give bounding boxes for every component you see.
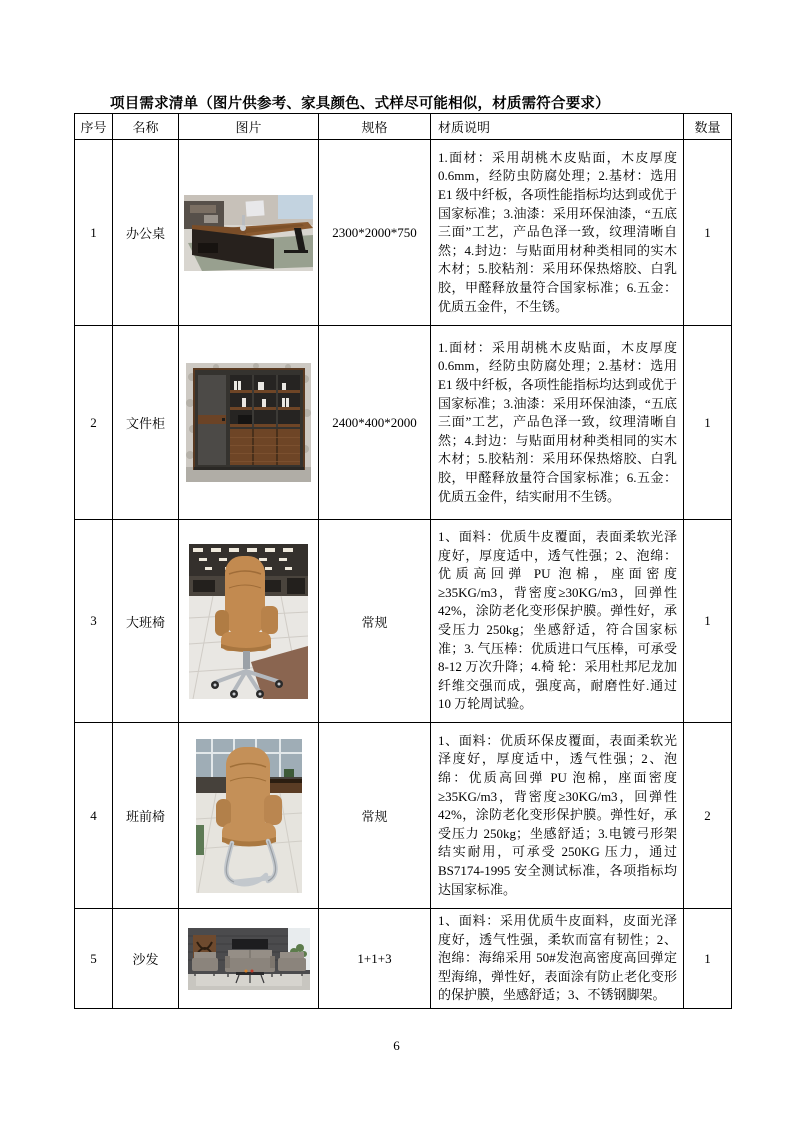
- row-material: 1、面料：优质环保皮覆面，表面柔软光泽度好，厚度适中，透气性强；2、泡绵：优质高回弹 PU 泡棉，座面密度≥35KG/m3，背密度≥30KG/m3，回弹性 42%，涂防老化变形保护膜。弹性好，承受压力 250kg；坐感舒适；3.电镀弓形架结实耐用，可承受 250KG 压力，通过 BS7174-1995 安全测试标准，各项指标均达国家标准。: [431, 723, 684, 909]
- row-name: 班前椅: [113, 723, 179, 909]
- row-qty: 1: [684, 909, 732, 1009]
- table-row: [75, 326, 732, 520]
- sofa-set-photo: [188, 928, 310, 990]
- row-name: 文件柜: [113, 326, 179, 520]
- row-name: 大班椅: [113, 520, 179, 723]
- row-spec: 常规: [319, 520, 431, 723]
- row-spec: 常规: [319, 723, 431, 909]
- row-spec: 2400*400*2000: [319, 326, 431, 520]
- row-image-cell: [179, 723, 319, 909]
- col-header-name: 名称: [113, 114, 179, 140]
- row-image-cell: [179, 140, 319, 326]
- row-image-cell: [179, 520, 319, 723]
- row-qty: 1: [684, 326, 732, 520]
- row-no: 4: [75, 723, 113, 909]
- table-row: [75, 140, 732, 326]
- page-number: 6: [393, 1038, 400, 1053]
- table-header-row: [75, 114, 732, 140]
- row-qty: 1: [684, 520, 732, 723]
- file-cabinet-photo: [186, 363, 311, 482]
- row-qty: 2: [684, 723, 732, 909]
- row-material: 1.面材：采用胡桃木皮贴面，木皮厚度 0.6mm，经防虫防腐处理；2.基材：选用 E1 级中纤板，各项性能指标均达到或优于国家标准；3.油漆：采用环保油漆，“五底三面”工艺，产品色泽一致，纹理清晰自然；4.封边：与贴面用材种类相同的实木木材；5.胶粘剂：采用环保热熔胶、白乳胶，甲醛释放量符合国家标准；6.五金：优质五金件，结实耐用不生锈。: [431, 326, 684, 520]
- row-name: 沙发: [113, 909, 179, 1009]
- row-no: 3: [75, 520, 113, 723]
- col-header-spec: 规格: [319, 114, 431, 140]
- row-no: 1: [75, 140, 113, 326]
- col-header-image: 图片: [179, 114, 319, 140]
- row-spec: 1+1+3: [319, 909, 431, 1009]
- page-title: 项目需求清单（图片供参考、家具颜色、式样尽可能相似，材质需符合要求）: [110, 96, 610, 112]
- visitor-chair-photo: [196, 739, 302, 893]
- col-header-no: 序号: [75, 114, 113, 140]
- requirements-table: [74, 113, 732, 1009]
- row-material: 1.面材：采用胡桃木皮贴面，木皮厚度 0.6mm，经防虫防腐处理；2.基材：选用 E1 级中纤板，各项性能指标均达到或优于国家标准；3.油漆：采用环保油漆，“五底三面”工艺，产品色泽一致，纹理清晰自然；4.封边：与贴面用材种类相同的实木木材；5.胶粘剂：采用环保热熔胶、白乳胶，甲醛释放量符合国家标准；6.五金：优质五金件，不生锈。: [431, 140, 684, 326]
- table-row: [75, 520, 732, 723]
- col-header-material: 材质说明: [431, 114, 684, 140]
- row-image-cell: [179, 326, 319, 520]
- executive-chair-photo: [189, 544, 308, 699]
- office-desk-photo: [184, 195, 313, 271]
- row-material: 1、面料：优质牛皮覆面，表面柔软光泽度好，厚度适中，透气性强；2、泡绵：优质高回弹 PU 泡棉，座面密度≥35KG/m3，背密度≥30KG/m3，回弹性 42%，涂防老化变形保护膜。弹性好，承受压力 250kg；坐感舒适，符合国家标准；3. 气压棒：优质进口气压棒，可承受 8-12 万次升降；4.椅 轮：采用杜邦尼龙加纤维交强而成，强度高，耐磨性好.通过 10 万轮周试验。: [431, 520, 684, 723]
- row-material: 1、面料：采用优质牛皮面料，皮面光泽度好，透气性强，柔软而富有韧性；2、泡绵：海绵采用 50#发泡高密度高回弹定型海绵，弹性好，表面涂有防止老化变形的保护膜，坐感舒适；3、不锈钢脚架。: [431, 909, 684, 1009]
- col-header-qty: 数量: [684, 114, 732, 140]
- row-spec: 2300*2000*750: [319, 140, 431, 326]
- row-name: 办公桌: [113, 140, 179, 326]
- row-image-cell: [179, 909, 319, 1009]
- table-row: [75, 723, 732, 909]
- row-no: 5: [75, 909, 113, 1009]
- table-row: [75, 909, 732, 1009]
- row-no: 2: [75, 326, 113, 520]
- row-qty: 1: [684, 140, 732, 326]
